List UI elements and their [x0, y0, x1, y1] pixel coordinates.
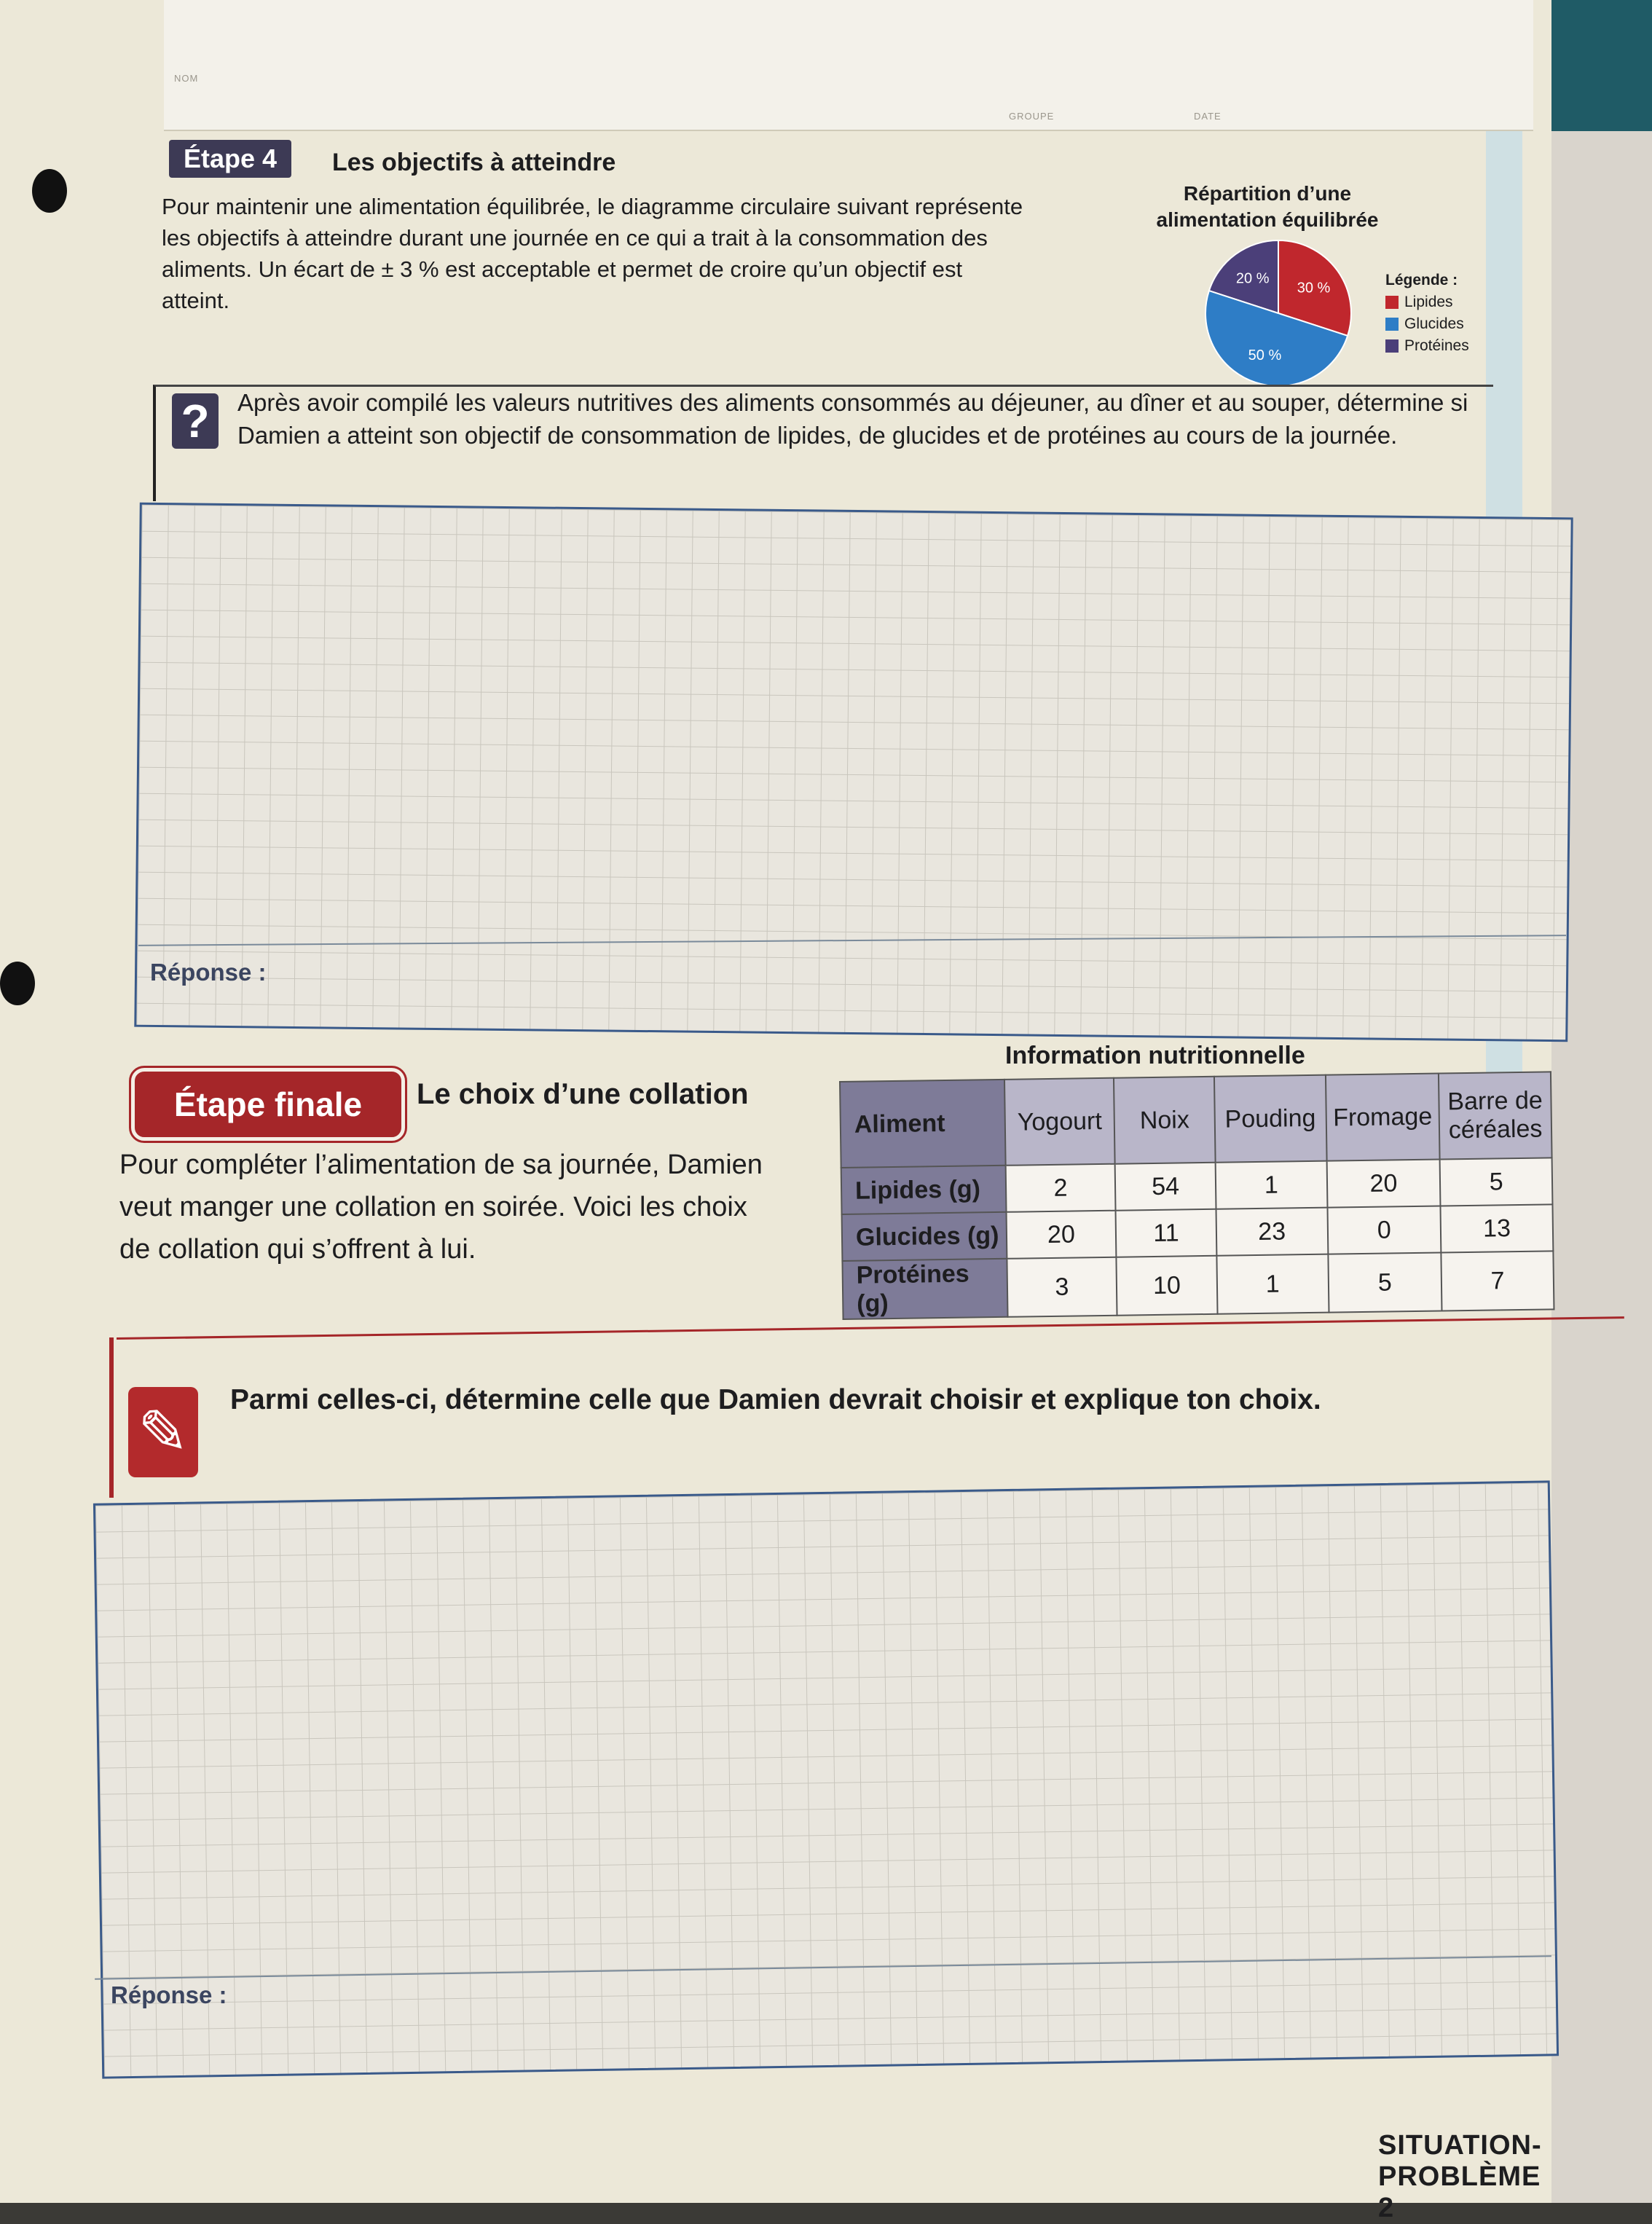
binder-hole — [0, 962, 35, 1005]
table-cell: 1 — [1216, 1161, 1328, 1209]
pie-slice-label: 50 % — [1248, 347, 1282, 364]
table-cell: 11 — [1116, 1209, 1217, 1257]
date-label: DATE — [1194, 111, 1222, 122]
table-header-cell: Yogourt — [1004, 1078, 1115, 1166]
stage-badge: Étape 4 — [169, 140, 291, 178]
task-text: Parmi celles-ci, détermine celle que Damien devrait choisir et explique ton choix. — [230, 1384, 1321, 1415]
nutrition-table — [839, 1071, 1554, 1320]
table-row — [842, 1251, 1554, 1319]
legend-label: Protéines — [1404, 337, 1469, 354]
section-divider — [117, 1316, 1624, 1340]
table-cell: 2 — [1005, 1164, 1115, 1212]
stage-intro: Pour maintenir une alimentation équilibrée, le diagramme circulaire suivant représente les objectifs à atteindre durant une journée en ce qui a trait à la consommation des aliments. Un écart de ± 3 % est acceptable et permet de croire qu’un objectif est atteint. — [162, 194, 1023, 313]
table-header-cell: Aliment — [840, 1080, 1005, 1168]
table-cell: 5 — [1328, 1252, 1442, 1312]
legend-swatch — [1385, 339, 1399, 353]
table-cell: 20 — [1326, 1159, 1441, 1207]
final-stage-title: Le choix d’une collation — [417, 1078, 749, 1110]
table-cell: 54 — [1115, 1163, 1216, 1211]
table-cell: 10 — [1117, 1256, 1218, 1316]
final-stage-intro: Pour compléter l’alimentation de sa journée, Damien veut manger une collation en soirée. Voici les choix de collation qui s’offrent à lui. — [119, 1150, 763, 1265]
legend-swatch — [1385, 318, 1399, 331]
legend-item-proteines — [1385, 335, 1469, 357]
pie-slice-label: 20 % — [1235, 270, 1270, 287]
groupe-label: GROUPE — [1009, 111, 1055, 122]
footer-label: SITUATION-PROBLÈME 2 — [1378, 2130, 1542, 2223]
table-title: Information nutritionnelle — [1005, 1042, 1305, 1069]
row-label: Glucides (g) — [842, 1212, 1007, 1261]
final-stage-badge: Étape finale — [131, 1068, 405, 1141]
task-side-rule — [109, 1337, 114, 1498]
pie-title: Répartition d’une alimentation équilibrée — [1156, 182, 1379, 231]
table-cell: 0 — [1327, 1206, 1441, 1254]
stage-title: Les objectifs à atteindre — [332, 149, 616, 176]
table-cell: 5 — [1440, 1158, 1553, 1206]
table-cell: 1 — [1216, 1254, 1329, 1314]
table-cell: 7 — [1441, 1251, 1554, 1311]
nom-label: NOM — [174, 73, 199, 84]
legend-label: Lipides — [1404, 294, 1453, 310]
table-cell: 23 — [1216, 1208, 1328, 1256]
pie-chart — [1195, 233, 1369, 393]
legend-swatch — [1385, 296, 1399, 309]
row-label: Protéines (g) — [842, 1259, 1007, 1319]
table-header-cell: Fromage — [1326, 1074, 1440, 1161]
legend-item-lipides — [1385, 291, 1469, 313]
table-header-cell: Pouding — [1214, 1075, 1326, 1163]
pencil-icon: ✎ — [128, 1387, 198, 1477]
binder-hole — [32, 169, 67, 213]
legend-item-glucides — [1385, 313, 1469, 335]
table-header-cell: Noix — [1114, 1077, 1215, 1164]
table-header-row — [840, 1072, 1552, 1168]
answer-label-1: Réponse : — [150, 959, 267, 986]
answer-grid-1[interactable] — [134, 503, 1573, 1042]
row-label: Lipides (g) — [841, 1166, 1007, 1214]
question-text: Après avoir compilé les valeurs nutritives des aliments consommés au déjeuner, au dîner et au souper, détermine si Damien a atteint son objectif de consommation de lipides, de glucides et de protéines au cours de la journée. — [237, 389, 1468, 449]
answer-label-2: Réponse : — [111, 1981, 227, 2008]
legend-label: Glucides — [1404, 315, 1464, 332]
table-cell: 3 — [1007, 1257, 1117, 1317]
table-cell: 20 — [1006, 1211, 1116, 1259]
table-cell: 13 — [1441, 1204, 1554, 1252]
table-header-cell: Barre de céréales — [1439, 1072, 1551, 1159]
question-mark-icon: ? — [172, 393, 219, 449]
answer-grid-2[interactable] — [93, 1480, 1559, 2078]
pie-slice-label: 30 % — [1297, 280, 1331, 296]
header-strip — [164, 0, 1533, 131]
pie-legend — [1385, 270, 1469, 357]
legend-title: Légende : — [1385, 272, 1458, 288]
